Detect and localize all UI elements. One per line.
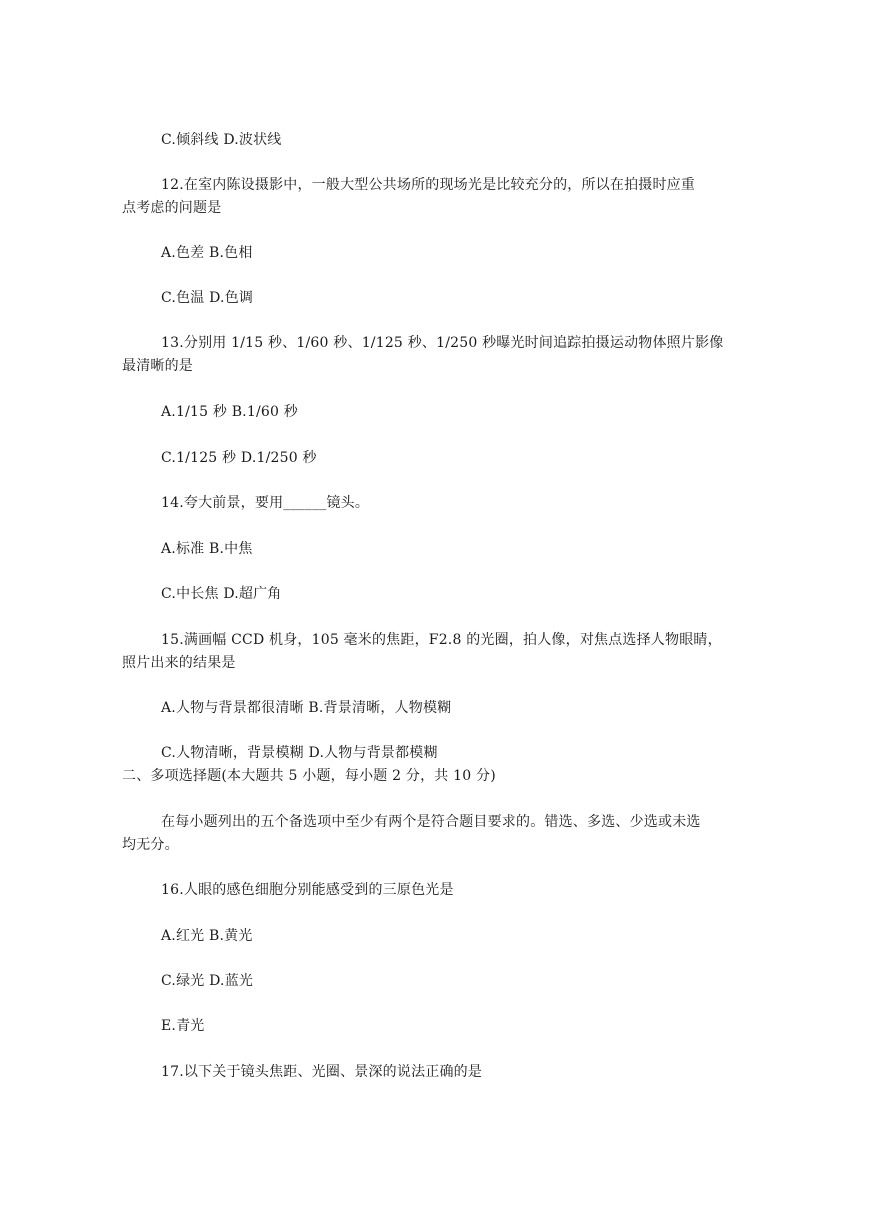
q16-stem: 16.人眼的感色细胞分别能感受到的三原色光是 (161, 882, 454, 898)
q13-stem-line1: 13.分别用 1/15 秒、1/60 秒、1/125 秒、1/250 秒曝光时间追踪拍摄运动物体照片影像 (161, 335, 724, 351)
q15-stem-line2: 照片出来的结果是 (122, 655, 236, 671)
q13-stem-line2: 最清晰的是 (122, 358, 193, 374)
q15-options-ab: A.人物与背景都很清晰 B.背景清晰，人物模糊 (161, 700, 452, 716)
q11-options-cd: C.倾斜线 D.波状线 (161, 132, 282, 148)
q12-stem-line2: 点考虑的问题是 (122, 200, 222, 216)
q14-options-cd: C.中长焦 D.超广角 (161, 586, 282, 602)
q12-options-ab: A.色差 B.色相 (161, 245, 253, 261)
section2-instructions-line1: 在每小题列出的五个备选项中至少有两个是符合题目要求的。错选、多选、少选或未选 (161, 814, 701, 830)
q13-options-ab: A.1/15 秒 B.1/60 秒 (161, 404, 298, 420)
section2-heading: 二、多项选择题(本大题共 5 小题，每小题 2 分，共 10 分) (122, 768, 496, 784)
section2-instructions-line2: 均无分。 (122, 837, 179, 853)
q12-stem-line1: 12.在室内陈设摄影中，一般大型公共场所的现场光是比较充分的，所以在拍摄时应重 (161, 177, 696, 193)
q15-stem-line1: 15.满画幅 CCD 机身，105 毫米的焦距，F2.8 的光圈，拍人像，对焦点选择人物眼睛， (161, 632, 722, 648)
q14-stem: 14.夸大前景，要用______镜头。 (161, 495, 370, 511)
q16-option-e: E.青光 (161, 1018, 205, 1034)
q16-options-ab: A.红光 B.黄光 (161, 928, 253, 944)
q12-options-cd: C.色温 D.色调 (161, 290, 254, 306)
q16-options-cd: C.绿光 D.蓝光 (161, 973, 254, 989)
q13-options-cd: C.1/125 秒 D.1/250 秒 (161, 450, 317, 466)
q14-options-ab: A.标准 B.中焦 (161, 541, 253, 557)
q17-stem: 17.以下关于镜头焦距、光圈、景深的说法正确的是 (161, 1064, 483, 1080)
q15-options-cd: C.人物清晰，背景模糊 D.人物与背景都模糊 (161, 745, 438, 761)
